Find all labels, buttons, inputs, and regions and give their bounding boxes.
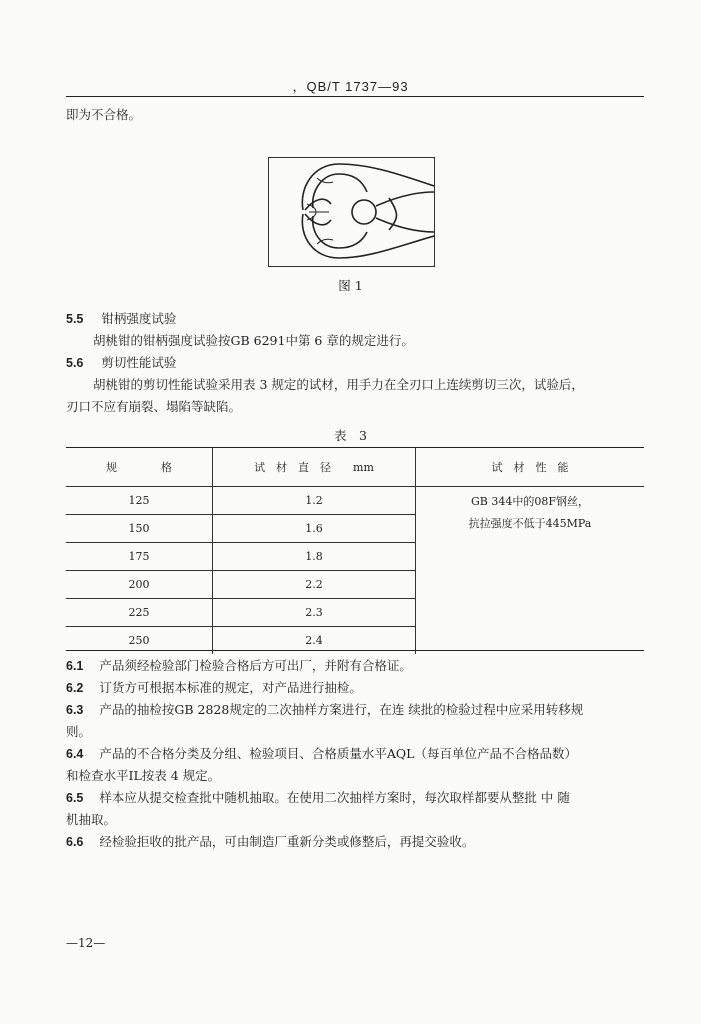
clause-text: 订货方可根据本标准的规定，对产品进行抽检。	[99, 680, 362, 695]
clause-text: 产品的不合格分类及分组、检验项目、合格质量水平AQL（每百单位产品不合格品数）	[99, 746, 577, 761]
cell-diameter: 2.4	[213, 627, 416, 655]
section-5-5-body: 胡桃钳的钳柄强度试验按GB 6291中第 6 章的规定进行。	[93, 333, 414, 348]
table-3-title: 表 3	[334, 428, 367, 443]
section-title: 剪切性能试验	[101, 355, 177, 370]
pliers-drawing	[269, 158, 434, 266]
clause-6-6	[66, 832, 474, 850]
header-rule	[66, 96, 644, 97]
clause-number: 6.5	[66, 791, 84, 805]
clause-6-1	[66, 656, 412, 674]
section-number: 5.6	[66, 356, 84, 370]
clause-6-5	[66, 788, 570, 806]
clause-6-3	[66, 700, 583, 718]
cell-diameter: 2.3	[213, 599, 416, 627]
page-number: —12—	[66, 936, 106, 950]
carryover-line: 即为不合格。	[66, 107, 142, 122]
header-diameter: 试 材 直 径 mm	[213, 448, 416, 487]
cell-diameter: 1.8	[213, 543, 416, 571]
clause-6-4	[66, 744, 577, 762]
cell-spec: 125	[66, 487, 213, 515]
cell-property	[416, 487, 645, 655]
section-5-5-heading	[66, 309, 176, 327]
clause-6-4-continued: 和检查水平IL按表 4 规定。	[66, 768, 221, 783]
clause-text: 样本应从提交检查批中随机抽取。在使用二次抽样方案时，每次取样都要从整批 中 随	[99, 790, 570, 805]
clause-number: 6.6	[66, 835, 84, 849]
table-bottom-rule	[66, 650, 644, 651]
clause-6-2	[66, 678, 362, 696]
clause-number: 6.2	[66, 681, 84, 695]
section-5-6-heading	[66, 353, 176, 371]
cell-spec: 175	[66, 543, 213, 571]
clause-6-3-continued: 则。	[66, 724, 92, 739]
clause-number: 6.1	[66, 659, 84, 673]
header-property: 试 材 性 能	[416, 448, 645, 487]
cell-spec: 200	[66, 571, 213, 599]
cell-diameter: 1.6	[213, 515, 416, 543]
section-number: 5.5	[66, 312, 84, 326]
figure-1	[268, 157, 435, 267]
cell-diameter: 1.2	[213, 487, 416, 515]
property-line-2: 抗拉强度不低于445MPa	[468, 517, 592, 530]
cell-diameter: 2.2	[213, 571, 416, 599]
section-5-6-body-line-1: 胡桃钳的剪切性能试验采用表 3 规定的试材，用手力在全刃口上连续剪切三次，试验后，	[93, 377, 584, 392]
cell-spec: 225	[66, 599, 213, 627]
figure-caption: 图 1	[338, 278, 363, 293]
document-header: ，QB/T 1737—93	[292, 79, 409, 94]
clause-number: 6.4	[66, 747, 84, 761]
clause-text: 产品须经检验部门检验合格后方可出厂，并附有合格证。	[99, 658, 412, 673]
table-3	[66, 448, 644, 654]
clause-6-5-continued: 机抽取。	[66, 812, 117, 827]
clause-number: 6.3	[66, 703, 84, 717]
section-5-6-body-line-2: 刃口不应有崩裂、塌陷等缺陷。	[66, 399, 242, 414]
header-spec: 规 格	[66, 448, 213, 487]
table-row	[66, 487, 644, 515]
property-line-1: GB 344中的08F钢丝，	[471, 495, 589, 508]
section-title: 钳柄强度试验	[101, 311, 177, 326]
cell-spec: 150	[66, 515, 213, 543]
cell-spec: 250	[128, 634, 150, 647]
clause-text: 产品的抽检按GB 2828规定的二次抽样方案进行，在连 续批的检验过程中应采用转移规	[99, 702, 584, 717]
clause-text: 经检验拒收的批产品，可由制造厂重新分类或修整后，再提交验收。	[99, 834, 475, 849]
